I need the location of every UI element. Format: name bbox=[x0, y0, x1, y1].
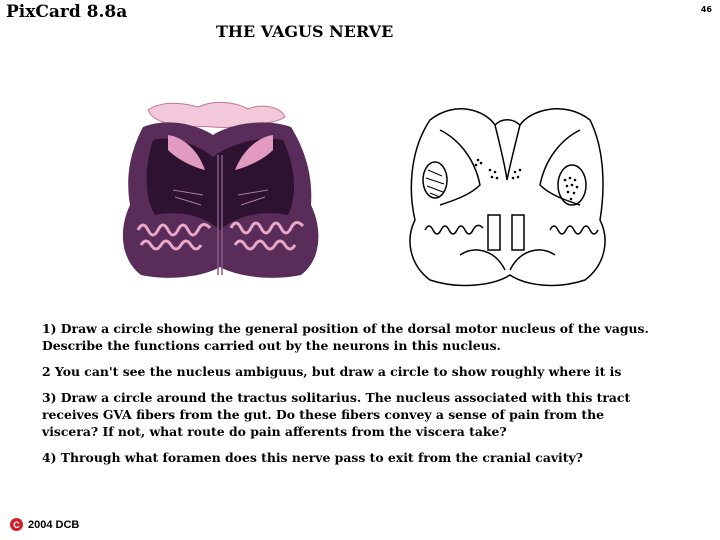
question-list bbox=[42, 320, 662, 475]
question-2: 2 You can't see the nucleus ambiguus, but draw a circle to show roughly where it is bbox=[42, 364, 622, 379]
page-number: 46 bbox=[700, 5, 712, 14]
copyright-footer bbox=[10, 518, 79, 531]
card-id: PixCard 8.8a bbox=[6, 2, 128, 22]
medulla-stained-section-image bbox=[113, 95, 328, 281]
medulla-line-drawing bbox=[400, 100, 615, 290]
question-1: 1) Draw a circle showing the general position of the dorsal motor nucleus of the vagus. Describe the functions carried out by the neurons in this nucleus. bbox=[42, 321, 649, 353]
copyright-icon: C bbox=[10, 518, 23, 531]
question-4: 4) Through what foramen does this nerve pass to exit from the cranial cavity? bbox=[42, 450, 583, 465]
question-3: 3) Draw a circle around the tractus solitarius. The nucleus associated with this tract receives GVA fibers from the gut. Do these fibers convey a sense of pain from the viscera? If not, what route do pain afferents from the viscera take? bbox=[42, 390, 631, 439]
copyright-text: 2004 DCB bbox=[28, 518, 80, 531]
page-title: THE VAGUS NERVE bbox=[216, 22, 394, 41]
